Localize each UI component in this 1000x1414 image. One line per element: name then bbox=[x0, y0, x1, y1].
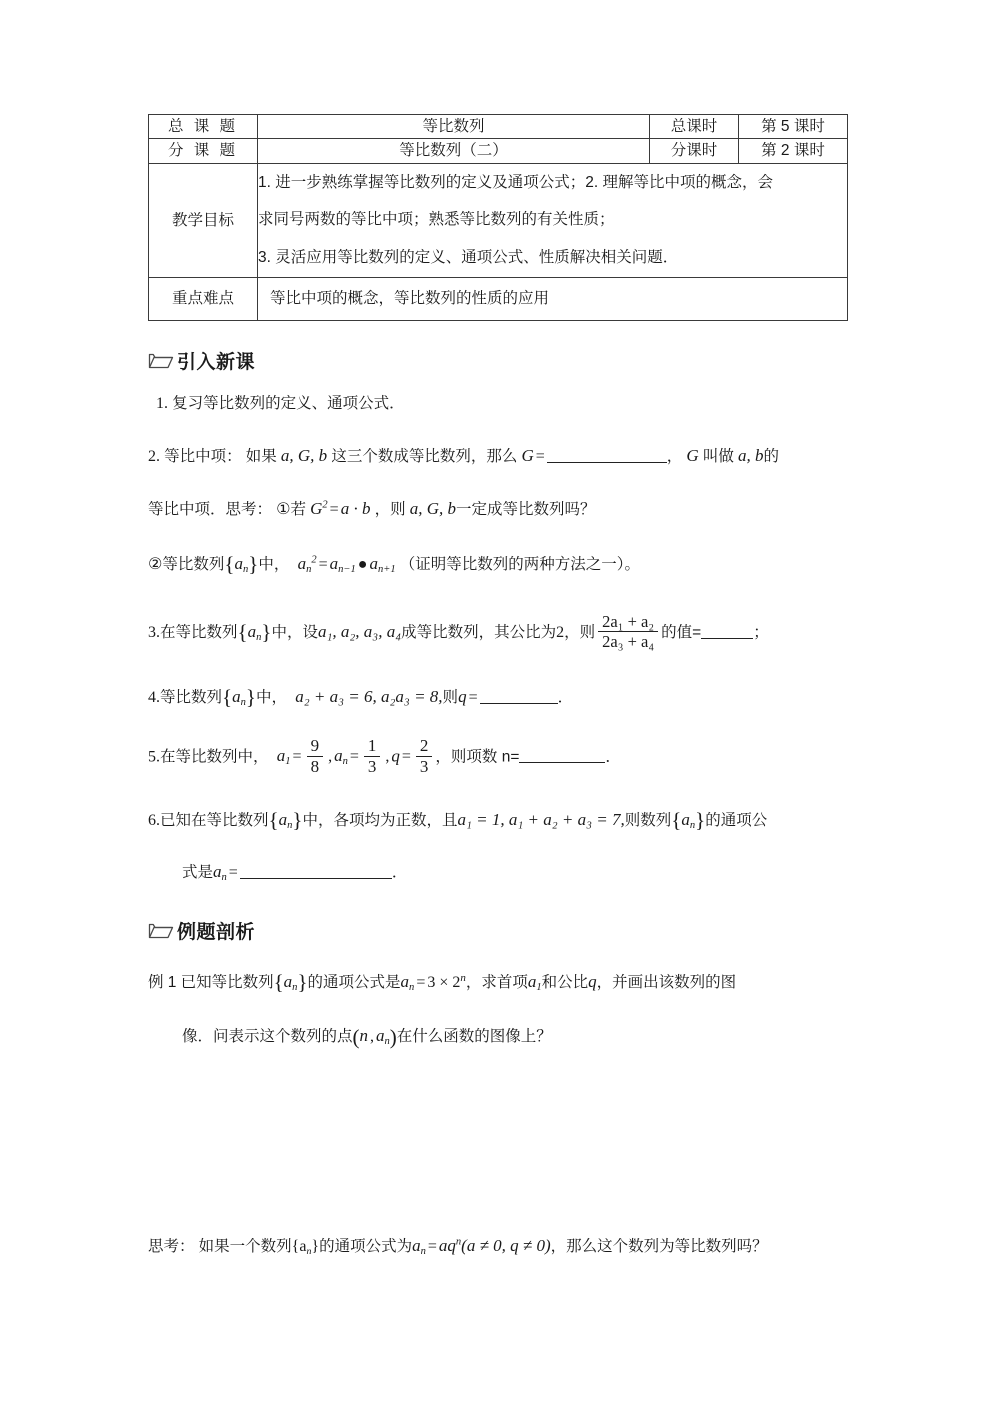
think-question bbox=[148, 1235, 848, 1258]
question-2-vars-a: a, G, b bbox=[280, 445, 328, 465]
paren-open-ex1: ( bbox=[352, 1024, 360, 1049]
question-3-fraction bbox=[598, 612, 658, 652]
question-5-var-an: $a_n$ bbox=[334, 746, 348, 768]
brace-close-4: } bbox=[245, 684, 256, 709]
question-2-eq: = bbox=[329, 500, 339, 518]
think-seq-open: {$a_n$ bbox=[291, 1238, 312, 1257]
label-focus: 重点难点 bbox=[149, 278, 258, 320]
question-3 bbox=[148, 613, 848, 653]
brace-close-2b: } bbox=[248, 552, 259, 577]
question-5-eq-1: = bbox=[292, 748, 302, 766]
question-4-tail: ． bbox=[557, 688, 574, 706]
example-1-eq: = bbox=[416, 974, 426, 992]
brace-open-ex1: { bbox=[273, 970, 284, 995]
think-text-b: 的通项公式为 bbox=[319, 1238, 413, 1256]
question-1-number: 1. bbox=[156, 394, 168, 412]
question-2-text-b: 这三个数成等比数列，那么 bbox=[331, 447, 518, 465]
question-6-text-c: 则数列 bbox=[624, 812, 672, 830]
question-2-line2-b: 若 bbox=[290, 500, 306, 518]
example-1-var-q: q bbox=[588, 972, 597, 992]
think-eq: = bbox=[427, 1238, 437, 1256]
objective-line-3: 3. 灵活应用等比数列的定义、通项公式、性质解决相关问题． bbox=[258, 249, 679, 267]
brace-close-3: } bbox=[261, 619, 272, 644]
question-2b-line bbox=[148, 550, 848, 578]
question-6-an-sub: n bbox=[221, 871, 227, 883]
question-6-line-2 bbox=[148, 861, 848, 884]
question-6-text-b: 中，各项均为正数，且 bbox=[302, 812, 458, 830]
question-2-rhs: a · b bbox=[340, 498, 371, 518]
brace-close-6: } bbox=[292, 808, 303, 833]
example-1-point-a: $a_n$ bbox=[376, 1025, 390, 1047]
brace-open-2b: { bbox=[224, 552, 235, 577]
question-2b-r1-sub: n−1 bbox=[338, 564, 356, 576]
question-5-a1-sub: 1 bbox=[285, 756, 291, 768]
work-space-blank-area bbox=[148, 1051, 848, 1201]
question-2b-seq: $a_n$ bbox=[234, 554, 249, 576]
question-4-text-c: 则 bbox=[442, 688, 459, 706]
table-row-objectives bbox=[149, 163, 848, 278]
question-5-answer-blank[interactable] bbox=[519, 762, 605, 763]
question-5-fraction-1 bbox=[307, 736, 324, 777]
example-1-seq: $a_n$ bbox=[283, 972, 298, 994]
question-4-number: 4. bbox=[148, 688, 160, 706]
question-5-comma-2: , bbox=[385, 748, 390, 766]
question-2b-r1: $a_{n-1}$ bbox=[329, 554, 356, 576]
table-row-sub-topic bbox=[149, 139, 848, 163]
question-6-var-an: $a_n$ bbox=[213, 861, 227, 883]
question-2b-lhs: $a_n^2$ bbox=[297, 554, 317, 576]
example-1-label: 例 1 bbox=[148, 974, 177, 992]
objective-line-2: 求同号两数的等比中项；熟悉等比数列的有关性质； bbox=[258, 211, 615, 229]
question-2-var-g2: G bbox=[686, 445, 699, 465]
value-sub-periods: 第 2 课时 bbox=[739, 139, 848, 163]
example-1-seq-sub: n bbox=[292, 982, 298, 994]
label-sub-topic: 分 课 题 bbox=[149, 139, 258, 163]
brace-open-4: { bbox=[222, 684, 233, 709]
question-2b-text-b: 中， bbox=[258, 556, 290, 574]
question-4-seq-sub: n bbox=[240, 696, 246, 708]
example-1-point-n: n bbox=[359, 1025, 369, 1045]
question-4-answer-blank[interactable] bbox=[480, 703, 558, 704]
question-5-fraction-2 bbox=[364, 736, 381, 777]
question-6-text-d: 的通项公 bbox=[705, 812, 768, 830]
question-2-var-g: G bbox=[521, 445, 534, 465]
question-5-fraction-3-denominator: 3 bbox=[416, 756, 433, 777]
question-3-tail: ； bbox=[753, 623, 769, 641]
question-3-text-e: 的值= bbox=[661, 623, 702, 641]
question-5-fraction-1-denominator: 8 bbox=[307, 756, 324, 777]
example-1-text-a: 已知等比数列 bbox=[180, 974, 274, 992]
question-5-text-a: 在等比数列中， bbox=[160, 748, 269, 766]
question-5-fraction-2-denominator: 3 bbox=[364, 756, 381, 777]
value-focus: 等比中项的概念，等比数列的性质的应用 bbox=[258, 278, 848, 320]
example-1-text-b: 的通项公式是 bbox=[307, 974, 401, 992]
example-1-var-an: $a_n$ bbox=[400, 972, 415, 994]
brace-open-3: { bbox=[237, 619, 248, 644]
question-6-equations: a₁ = 1, a₁ + a₂ + a₃ = 7, bbox=[457, 810, 625, 830]
section-title-intro: 引入新课 bbox=[177, 351, 256, 373]
question-5-text-b: ，则项数 n= bbox=[435, 748, 520, 766]
example-1-text-e: ，并画出该数列的图 bbox=[596, 974, 737, 992]
label-total-topic: 总 课 题 bbox=[149, 115, 258, 139]
question-5-eq-3: = bbox=[401, 748, 411, 766]
section-heading-examples bbox=[148, 917, 848, 944]
page-content bbox=[148, 114, 848, 1258]
question-5-eq-2: = bbox=[349, 748, 359, 766]
question-5-tail: ． bbox=[605, 748, 621, 766]
question-6-tail: ． bbox=[391, 863, 408, 881]
question-2-formula-g: $G^2$ bbox=[310, 498, 328, 518]
brace-close-ex1: } bbox=[297, 970, 308, 995]
example-1-line-2 bbox=[148, 1023, 848, 1051]
example-1-var-a1: $a_1$ bbox=[527, 972, 542, 994]
question-1-text: 复习等比数列的定义、通项公式． bbox=[172, 394, 405, 412]
question-2-line-2 bbox=[148, 498, 848, 521]
question-2-text-a: 如果 bbox=[245, 447, 277, 465]
question-3-text-a: 在等比数列 bbox=[160, 623, 238, 641]
question-5-fraction-3 bbox=[416, 736, 433, 777]
question-2-text-e: 的 bbox=[763, 447, 779, 465]
question-4 bbox=[148, 683, 848, 711]
question-6-seq-2: $a_n$ bbox=[681, 810, 696, 832]
example-1-line2-b: 在什么函数的图像上？ bbox=[396, 1027, 552, 1045]
label-objectives: 教学目标 bbox=[149, 163, 258, 278]
question-2b-lhs-sub: n bbox=[306, 564, 312, 576]
question-6-number: 6. bbox=[148, 812, 160, 830]
value-total-periods: 第 5 课时 bbox=[739, 115, 848, 139]
question-2b-seq-sub: n bbox=[242, 564, 249, 576]
question-3-text-d: ，则 bbox=[564, 623, 596, 641]
think-text-a: 如果一个数列 bbox=[198, 1238, 292, 1256]
question-3-text-c: 成等比数列，其公比为 bbox=[401, 623, 557, 641]
question-2b-eq: = bbox=[318, 556, 328, 574]
question-2-vars-b: a, b bbox=[737, 445, 764, 465]
think-an-sub: n bbox=[420, 1246, 426, 1258]
example-1-text-c: ，求首项 bbox=[465, 974, 528, 992]
question-2-exponent: 2 bbox=[322, 498, 328, 510]
example-1-line-1 bbox=[148, 968, 848, 996]
table-row-total-topic bbox=[149, 115, 848, 139]
circled-number-2: ② bbox=[148, 556, 163, 574]
example-1-text-d: 和公比 bbox=[541, 974, 589, 992]
example-1-line2-a: 像．问表示这个数列的点 bbox=[182, 1027, 353, 1045]
question-4-var-q: q bbox=[458, 686, 467, 706]
paren-close-ex1: ) bbox=[389, 1024, 397, 1049]
think-seq-close: } bbox=[311, 1238, 320, 1256]
question-2-text-d: 叫做 bbox=[702, 447, 734, 465]
question-2b-text-a: 等比数列 bbox=[162, 556, 225, 574]
example-1-rhs-exponent: n bbox=[460, 972, 466, 985]
question-5-fraction-1-numerator: 9 bbox=[310, 736, 320, 756]
section-title-examples: 例题剖析 bbox=[177, 922, 256, 944]
question-5-fraction-3-numerator: 2 bbox=[419, 736, 429, 756]
question-4-equations: a₂ + a₃ = 6, a₂a₃ = 8, bbox=[295, 686, 443, 706]
question-2-line2-c: ，则 bbox=[374, 500, 406, 518]
question-6-text-a: 已知在等比数列 bbox=[160, 812, 269, 830]
question-6-line2-a: 式是 bbox=[182, 863, 214, 881]
question-6-seq-2-sub: n bbox=[689, 820, 696, 832]
brace-open-6: { bbox=[268, 808, 279, 833]
folder-icon bbox=[148, 921, 174, 940]
question-3-answer-blank[interactable] bbox=[701, 638, 753, 639]
question-6-line-1 bbox=[148, 806, 848, 834]
think-var-an: $a_n$ bbox=[412, 1236, 426, 1258]
lesson-info-table bbox=[148, 114, 848, 321]
think-lead: 思考： bbox=[148, 1238, 195, 1256]
question-2-line2-a: 等比中项．思考： bbox=[148, 500, 273, 518]
question-5-an-sub: n bbox=[342, 756, 348, 768]
value-objectives bbox=[258, 163, 848, 278]
question-2b-note: （证明等比数列的两种方法之一）。 bbox=[399, 556, 640, 574]
section-heading-intro bbox=[148, 347, 848, 374]
example-1-an-sub: n bbox=[409, 982, 415, 994]
question-6-answer-blank[interactable] bbox=[240, 878, 392, 879]
question-2b-r2: $a_{n+1}$ bbox=[369, 554, 396, 576]
question-2-lead: 等比中项： bbox=[164, 447, 242, 465]
table-row-focus bbox=[149, 278, 848, 320]
question-4-text-a: 等比数列 bbox=[160, 688, 223, 706]
question-5-number: 5. bbox=[148, 748, 160, 766]
question-6-seq: $a_n$ bbox=[278, 810, 293, 832]
question-5-var-q: q bbox=[391, 746, 400, 766]
question-4-seq: $a_n$ bbox=[232, 686, 246, 708]
think-rhs: $aq^n$ bbox=[438, 1236, 462, 1256]
question-3-terms: a₁, a₂, a₃, a₄ bbox=[317, 621, 402, 641]
question-2-line-1 bbox=[148, 445, 848, 468]
think-text-c: ，那么这个数列为等比数列吗？ bbox=[550, 1238, 768, 1256]
question-3-fraction-numerator: 2a₁ + a₂ bbox=[602, 611, 655, 631]
circled-number-1: ① bbox=[276, 500, 291, 518]
question-2b-lhs-sup: 2 bbox=[311, 554, 317, 566]
example-1-rhs: 3 × 2 bbox=[427, 974, 461, 992]
question-6-seq-sub: n bbox=[287, 820, 293, 832]
question-2b-r2-sub: n+1 bbox=[377, 564, 396, 576]
question-6-equals: = bbox=[228, 863, 238, 881]
value-sub-topic: 等比数列（二） bbox=[258, 139, 650, 163]
question-3-seq: $a_n$ bbox=[247, 621, 262, 643]
question-2-number: 2. bbox=[148, 447, 160, 465]
brace-close-6b: } bbox=[695, 808, 706, 833]
think-seq-sub: n bbox=[306, 1245, 312, 1257]
question-3-fraction-denominator: 2a₃ + a₄ bbox=[598, 631, 658, 651]
question-5-var-a1: $a_1$ bbox=[276, 746, 291, 768]
question-3-seq-sub: n bbox=[256, 631, 262, 643]
question-3-number: 3. bbox=[148, 623, 160, 641]
example-1-point-comma: , bbox=[370, 1027, 375, 1045]
question-3-ratio: 2 bbox=[556, 623, 565, 641]
example-1-a1-sub: 1 bbox=[536, 982, 542, 994]
think-rhs-exponent: n bbox=[455, 1236, 462, 1248]
question-3-text-b: 中，设 bbox=[271, 623, 318, 641]
objective-line-1: 1. 进一步熟练掌握等比数列的定义及通项公式；2. 理解等比中项的概念，会 bbox=[258, 173, 773, 191]
question-2-answer-blank[interactable] bbox=[547, 462, 667, 463]
brace-open-6b: { bbox=[671, 808, 682, 833]
label-sub-periods: 分课时 bbox=[650, 139, 739, 163]
question-2-equals: = bbox=[535, 447, 545, 465]
multiply-dot-icon: ● bbox=[357, 556, 368, 574]
question-5 bbox=[148, 737, 848, 778]
question-4-text-b: 中， bbox=[255, 688, 287, 706]
question-5-fraction-2-numerator: 1 bbox=[367, 736, 377, 756]
label-total-periods: 总课时 bbox=[650, 115, 739, 139]
question-1 bbox=[148, 392, 848, 415]
folder-icon bbox=[148, 351, 174, 370]
value-total-topic: 等比数列 bbox=[258, 115, 650, 139]
question-2-text-c: ， bbox=[666, 447, 683, 465]
question-4-equals: = bbox=[468, 688, 478, 706]
think-condition: (a ≠ 0, q ≠ 0) bbox=[461, 1236, 551, 1256]
question-2-line2-d: 一定成等比数列吗？ bbox=[456, 500, 596, 518]
question-2-vars-c: a, G, b bbox=[409, 498, 456, 518]
question-5-comma-1: , bbox=[328, 748, 333, 766]
example-1-point-sub: n bbox=[384, 1035, 390, 1047]
